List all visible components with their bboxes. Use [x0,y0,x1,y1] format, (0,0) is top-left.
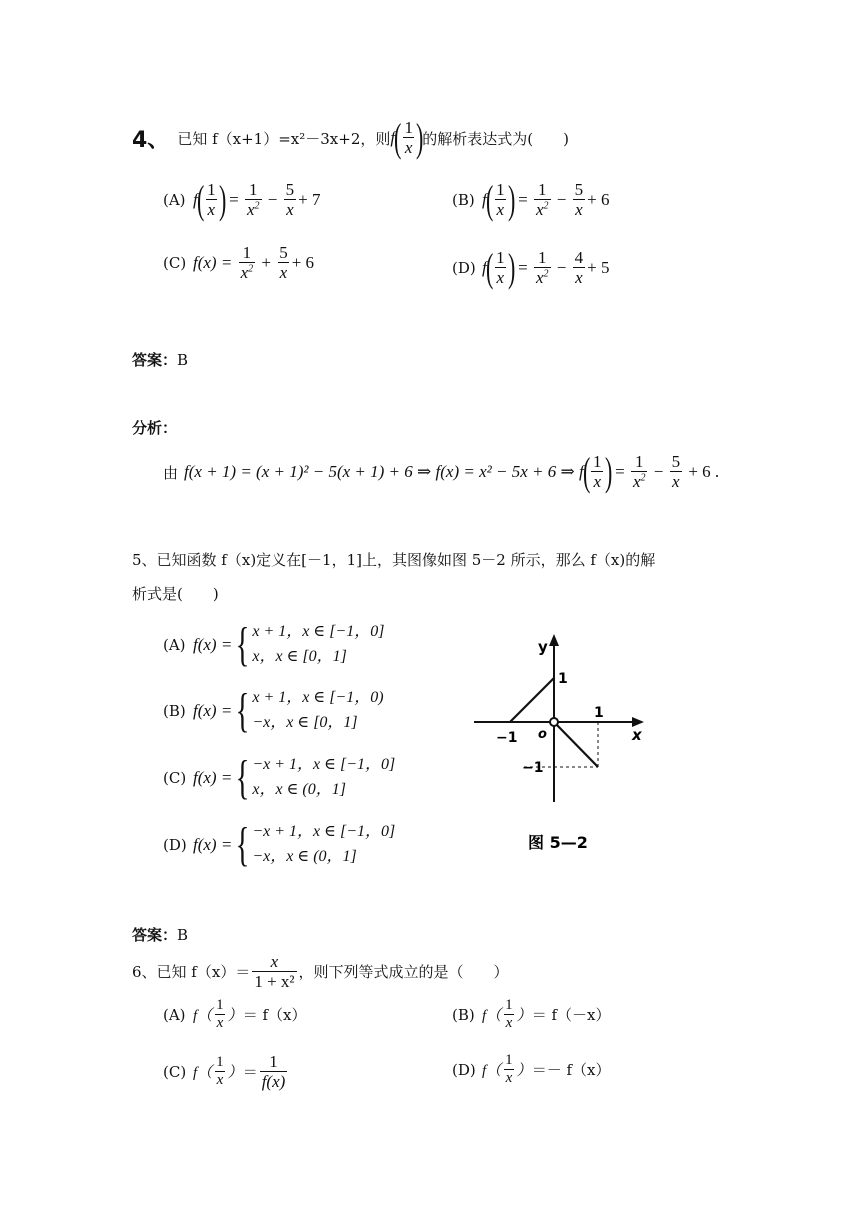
q5-option-c-expr: f(x) = { −x + 1，x ∈ [−1，0] x，x ∈ (0，1] [193,750,396,804]
option-label: (A) [163,635,186,654]
q4-option-b-expr: f ( 1 x ) = $\frac{1}{x^2}$ − $\frac{5}{x}$ + 6 [482,177,610,222]
q5-answer: 答案：B [132,926,189,944]
tick-label-y-neg1: −1 [522,760,544,776]
option-label: (C) [163,768,187,787]
q4-analysis-line [163,449,720,494]
y-axis-label: y [538,638,548,656]
figure-caption: 图 5—2 [528,833,588,852]
q5-option-d[interactable] [163,817,396,871]
q4-option-c[interactable] [163,244,314,282]
tick-label-x-neg1: −1 [496,730,518,746]
x-axis-label: x [632,726,642,744]
q6-option-c-rhs: ＝ [242,1063,258,1082]
q5-option-c[interactable] [163,750,396,804]
q4-option-b[interactable] [452,177,610,222]
q4-answer: 答案：B [132,351,189,369]
option-label: (D) [452,1060,476,1079]
q5-stem-line1: 5、已知函数 f（x)定义在[－1，1]上，其图像如图 5－2 所示，那么 f（x)的解 [132,551,656,569]
option-label: (D) [163,835,187,854]
q4-stem-text-a: 已知 f（x+1）=x²－3x+2，则 [177,129,391,148]
figure-5-2 [466,626,656,866]
q6-stem-frac: x 1 + x² [254,952,295,991]
q6-option-c[interactable]: (C) f（ 1 x ） ＝ 1 f(x) [163,1052,286,1091]
tick-label-x-1: 1 [594,705,604,721]
option-label: (B) [452,1005,475,1024]
q6-option-b-rhs: ＝ f（－x） [531,1006,611,1025]
q6-option-a[interactable]: (A) f（ 1 x ） ＝ f（x） [163,997,307,1031]
q4-analysis-label: 分析： [132,419,178,437]
graph-left-segment [510,678,554,722]
q6-stem-text-b: ，则下列等式成立的是（ ） [298,963,509,982]
q5-option-d-expr: f(x) = { −x + 1，x ∈ [−1，0] −x，x ∈ (0，1] [193,817,396,871]
option-label: (A) [163,191,186,209]
q4-option-c-expr: f(x) = 1 $x^2$ + $\frac{5}{x}$ + 6 [193,243,315,282]
q5-option-a[interactable] [163,617,385,671]
q6-option-d-rhs: ＝－ f（x） [531,1061,611,1080]
option-label: (C) [163,253,187,272]
q5-option-a-expr: f(x) = { x + 1，x ∈ [−1，0] x，x ∈ [0，1] [193,617,385,671]
origin-label: o [538,727,547,742]
q4-stem [132,115,569,160]
analysis-prefix: 由 [163,463,179,482]
q6-option-a-rhs: ＝ f（x） [242,1006,307,1025]
option-label: (B) [452,191,475,209]
q6-option-b[interactable]: (B) f（ 1 x ） ＝ f（－x） [452,997,611,1031]
tick-label-y-1: 1 [558,671,568,687]
graph-right-segment [554,722,598,767]
y-axis-arrow-icon [549,634,559,646]
q5-option-b-expr: f(x) = { x + 1，x ∈ [−1，0) −x，x ∈ [0，1] [193,683,384,737]
q6-stem [132,953,509,991]
q4-option-d[interactable] [452,245,610,290]
q4-option-a[interactable] [163,177,321,222]
q6-option-d[interactable]: (D) f（ 1 x ） ＝－ f（x） [452,1052,611,1086]
option-label: (D) [452,259,476,277]
q4-stem-text-b: 的解析表达式为( ) [422,129,569,148]
q4-stem-math: f ( 1 x ) [390,115,424,160]
q4-analysis-expr: f(x + 1) = (x + 1)² − 5(x + 1) + 6 ⇒ f(x) = x² − 5x + 6 ⇒ f ( 1 x ) = $\frac{1}{x^2}$ − $\frac{5}{x}$ + 6 . [184,449,720,494]
option-label: (A) [163,1005,186,1024]
option-label: (B) [163,701,186,720]
q4-option-a-expr: f ( 1 x ) = $\frac{1}{x^2}$ − $\frac{5}{x}$ + 7 [193,177,321,222]
q4-number: 4、 [132,127,170,153]
option-label: (C) [163,1062,187,1081]
q5-stem-line2: 析式是( ) [132,585,219,603]
q6-stem-text-a: 6、已知 f（x）＝ [132,963,251,982]
q4-option-d-expr: f ( 1 x ) = $\frac{1}{x^2}$ − $\frac{4}{x}$ + 5 [482,245,610,290]
q5-option-b[interactable] [163,683,384,737]
origin-open-circle [550,718,558,726]
